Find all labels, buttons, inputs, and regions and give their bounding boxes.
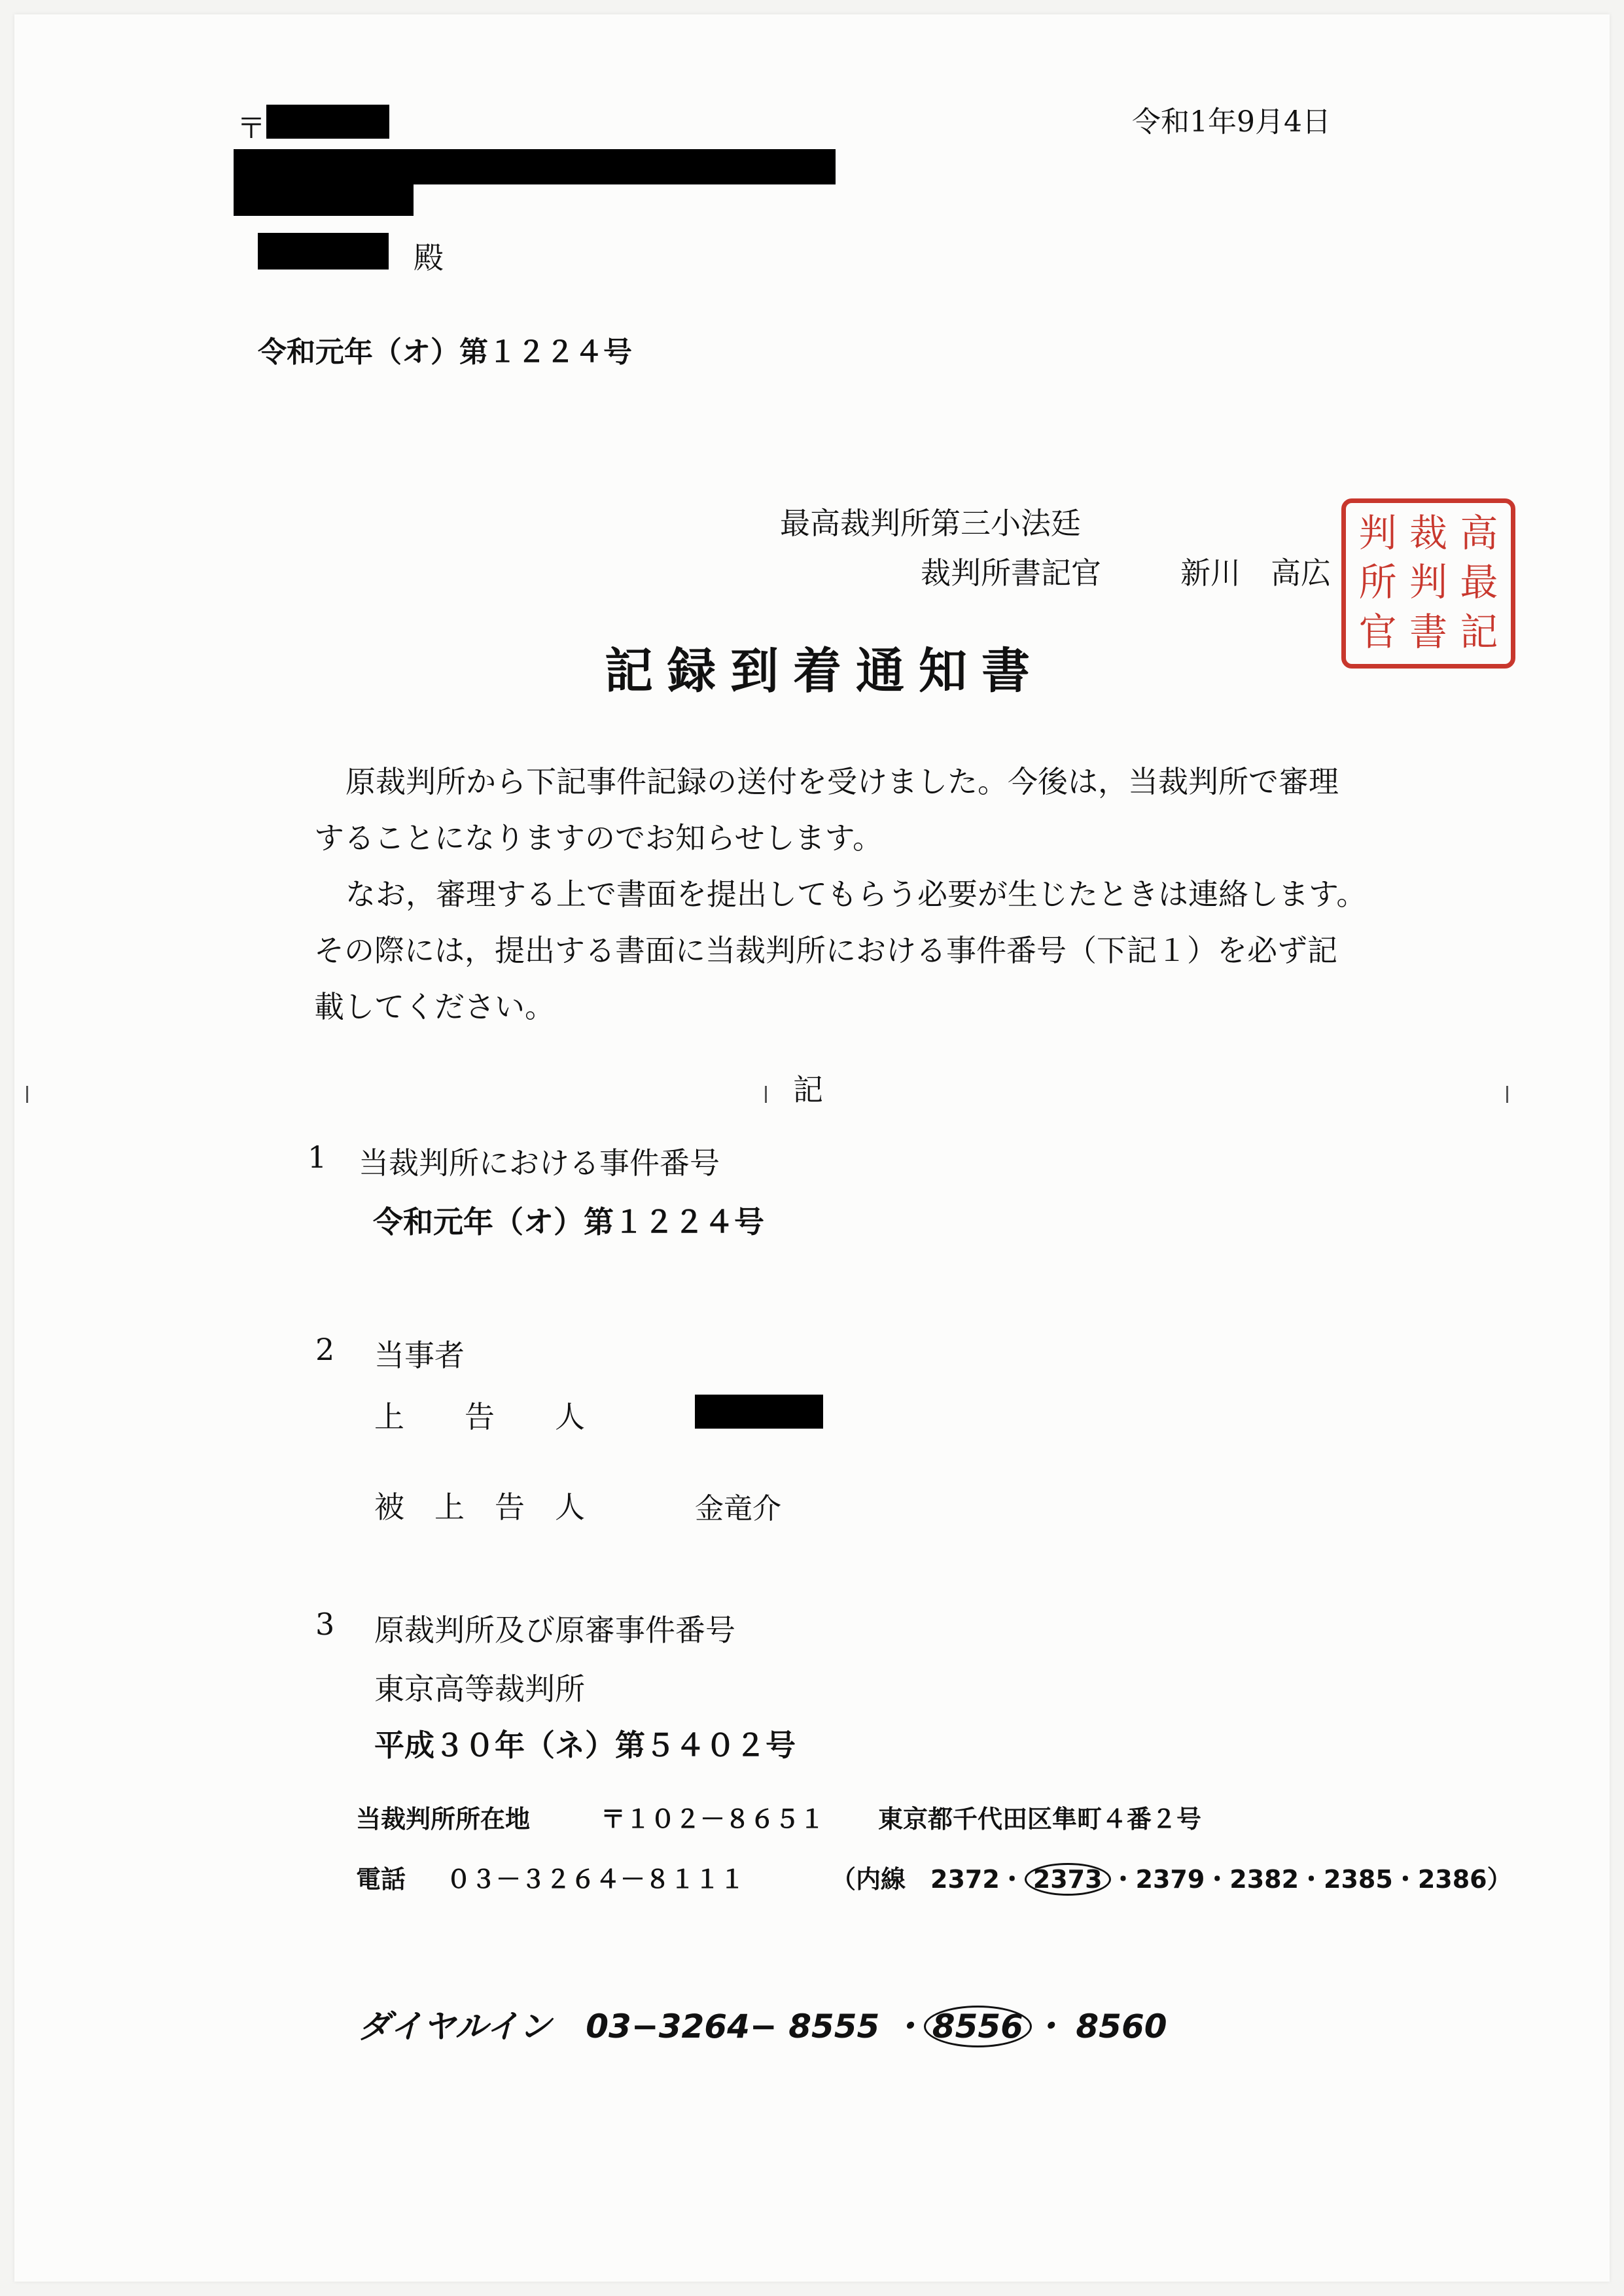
dial-sep-1: ・ [891,2008,924,2045]
appellee-name: 金竜介 [695,1492,781,1525]
dial-circled: 8556 [924,2006,1032,2047]
document-page [14,14,1610,2282]
seal-char: 記 [1460,609,1498,654]
redacted-address-line-1 [234,149,836,184]
body-para1-line1: 原裁判所から下記事件記録の送付を受けました。今後は，当裁判所で審理 [345,764,1339,799]
item2-number: 2 [315,1332,335,1367]
redacted-recipient-name [258,233,389,270]
item2-label: 当事者 [374,1338,465,1373]
seal-char: 所 [1358,560,1397,605]
clerk-title: 裁判所書記官 [921,555,1101,591]
phone-number: ０３－３２６４－８１１１ [446,1865,745,1894]
extension-circled: 2373 [1025,1863,1111,1896]
postal-mark: 〒 [237,112,266,145]
fold-mark-left [26,1086,28,1103]
seal-char: 判 [1358,511,1397,555]
honorific: 殿 [414,240,444,275]
dial-sep-2: ・ [1031,2008,1065,2045]
body-para2-line1: なお，審理する上で書面を提出してもらう必要が生じたときは連絡します。 [345,877,1367,912]
redacted-postal-code [266,105,389,139]
fold-mark-center [765,1086,767,1103]
redacted-appellant-name [695,1395,823,1429]
appellee-label: 被 上 告 人 [374,1489,585,1525]
case-reference: 令和元年（オ）第１２２４号 [258,336,632,369]
original-court: 東京高等裁判所 [374,1671,585,1707]
seal-char: 判 [1409,560,1447,605]
item3-number: 3 [315,1607,335,1642]
body-para1-line2: することになりますのでお知らせします。 [314,820,883,856]
court-name: 最高裁判所第三小法廷 [780,506,1081,541]
dial-first: 8555 [788,2008,880,2045]
ki-heading: 記 [793,1072,823,1107]
dial-prefix: 03−3264− [586,2008,777,2045]
extension-rest: ・2379・2382・2385・2386） [1110,1865,1512,1894]
seal-char: 書 [1409,609,1447,654]
item1-label: 当裁判所における事件番号 [359,1145,720,1181]
seal-char: 高 [1460,511,1498,555]
address-postal: 〒１０２－８６５１ [601,1805,825,1834]
redacted-address-line-2 [234,183,414,216]
seal-char: 裁 [1409,511,1447,555]
fold-mark-right [1506,1086,1508,1103]
official-seal-stamp [1341,498,1515,669]
body-para2-line2: その際には，提出する書面に当裁判所における事件番号（下記１）を必ず記 [314,933,1337,968]
address-label: 当裁判所所在地 [356,1805,531,1834]
document-title: 記録到着通知書 [605,643,1044,699]
document-date: 令和1年9月4日 [1132,105,1331,139]
extension-open: （内線 2372・ [831,1865,1025,1894]
dial-last: 8560 [1076,2008,1167,2045]
address-text: 東京都千代田区隼町４番２号 [878,1805,1202,1834]
item3-label: 原裁判所及び原審事件番号 [374,1612,735,1648]
item1-number: 1 [308,1139,327,1175]
phone-label: 電話 [356,1865,406,1894]
clerk-name: 新川 高広 [1180,555,1331,591]
body-para2-line3: 載してください。 [314,989,555,1024]
dial-in-line [358,2000,1167,2047]
original-case-number: 平成３０年（ネ）第５４０２号 [374,1728,796,1763]
appellant-label: 上 告 人 [374,1399,585,1435]
seal-char: 最 [1460,560,1498,605]
seal-char: 官 [1358,609,1397,654]
dial-label: ダイヤルイン [358,2008,552,2045]
seal-characters [1352,510,1504,657]
extension-list [831,1859,1512,1896]
item1-case-number: 令和元年（オ）第１２２４号 [373,1204,764,1240]
